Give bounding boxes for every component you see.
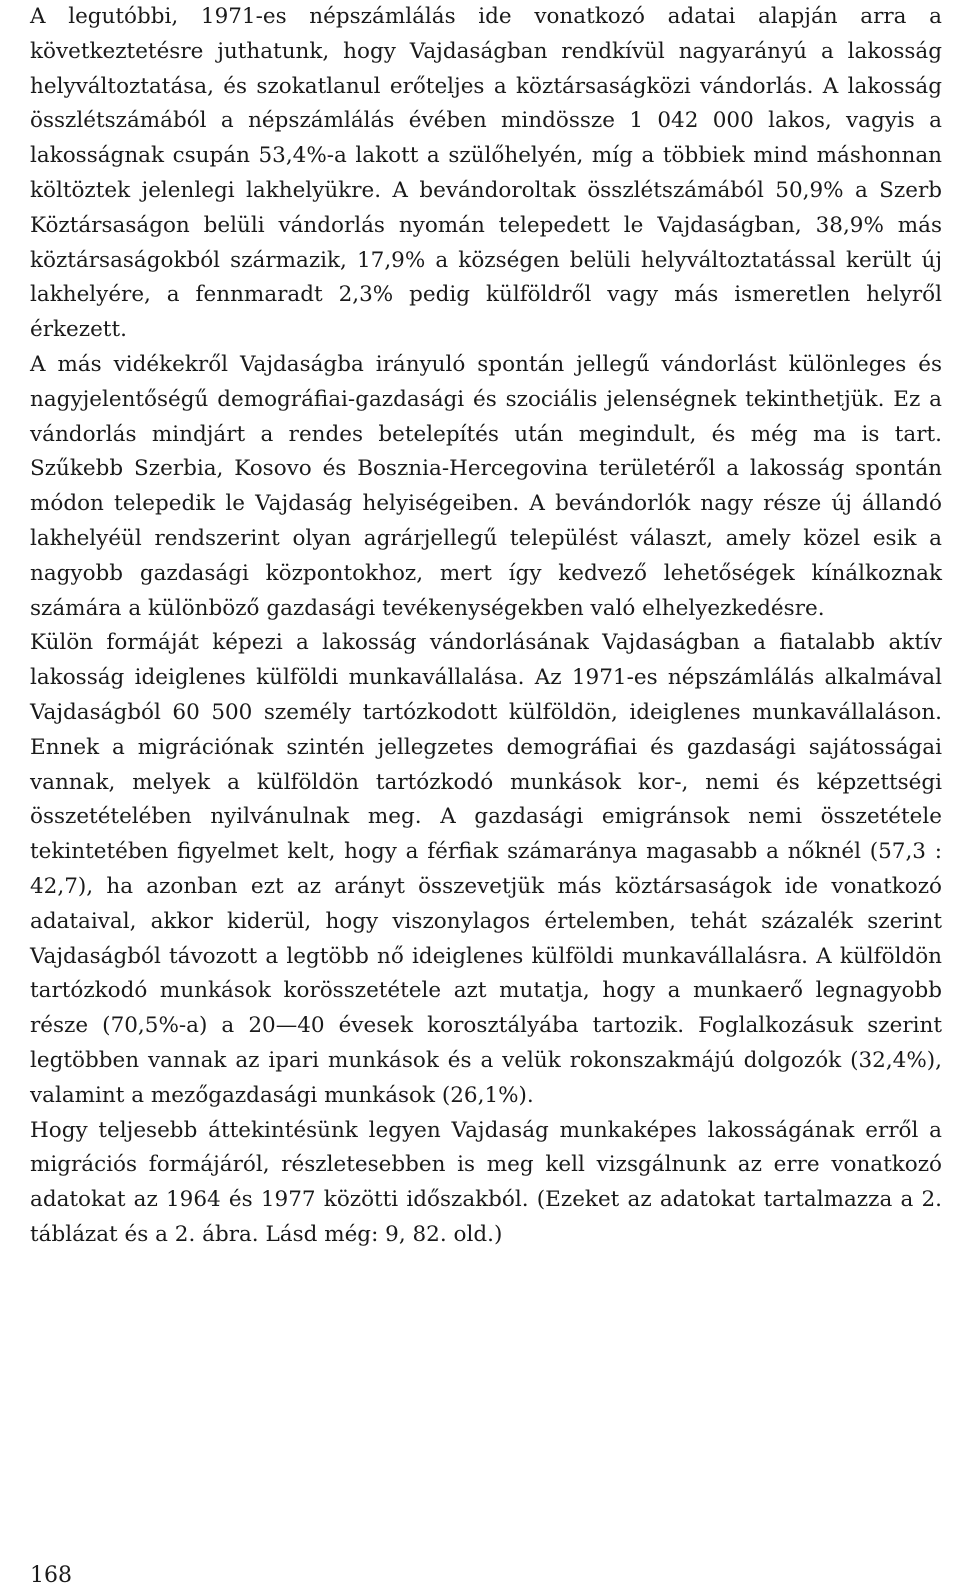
- paragraph-overview: Hogy teljesebb áttekintésünk legyen Vajdaság munkaképes lakosságának erről a migrációs formájáról, részletesebben is meg kell vizsgálnunk az erre vonatkozó adatokat az 1964 és 1977 közötti időszakból. (Ezeket az adatokat tartalmazza a 2. táblázat és a 2. ábra. Lásd még: 9, 82. old.): [30, 1117, 942, 1247]
- paragraph-spontaneous-migration: A más vidékekről Vajdaságba irányuló spontán jellegű vándorlást különleges és nagyjelentőségű demográfiai-gazdasági és szociális jelenségnek tekinthetjük. Ez a vándorlás mindjárt a rendes betelepítés után megindult, és még ma is tart. Szűkebb Szerbia, Kosovo és Bosznia-Hercegovina területéről a lakosság spontán módon telepedik le Vajdaság helyiségeiben. A bevándorlók nagy része új állandó lakhelyéül rendszerint olyan agrárjellegű települést választ, amely közel esik a nagyobb gazdasági központokhoz, mert így kedvező lehetőségek kínálkoznak számára a különböző gazdasági tevékenységekben való elhelyezkedésre.: [30, 351, 942, 621]
- body-text: [30, 0, 942, 1253]
- document-page: [30, 0, 942, 1596]
- paragraph-census-migration: A legutóbbi, 1971-es népszámlálás ide vonatkozó adatai alapján arra a következtetésre juthatunk, hogy Vajdaságban rendkívül nagyarányú a lakosság helyváltoztatása, és szokatlanul erőteljes a köztársaságközi vándorlás. A lakosság összlétszámából a népszámlálás évében mindössze 1 042 000 lakos, vagyis a lakosságnak csupán 53,4%-a lakott a szülőhelyén, míg a többiek mind máshonnan költöztek jelenlegi lakhelyükre. A bevándoroltak összlétszámából 50,9% a Szerb Köztársaságon belüli vándorlás nyomán telepedett le Vajdaságban, 38,9% más köztársaságokból származik, 17,9% a községen belüli helyváltoztatással került új lakhelyére, a fennmaradt 2,3% pedig külföldről vagy más ismeretlen helyről érkezett.: [30, 4, 942, 343]
- page-number: 168: [30, 1563, 72, 1588]
- paragraph-foreign-employment: Külön formáját képezi a lakosság vándorlásának Vajdaságban a fiatalabb aktív lakosság ideiglenes külföldi munkavállalása. Az 1971-es népszámlálás alkalmával Vajdaságból 60 500 személy tartózkodott külföldön, ideiglenes munkavállaláson. Ennek a migrációnak szintén jellegzetes demográfiai és gazdasági sajátosságai vannak, melyek a külföldön tartózkodó munkások kor-, nemi és képzettségi összetételében nyilvánulnak meg. A gazdasági emigránsok nemi összetétele tekintetében figyelmet kelt, hogy a férfiak számaránya magasabb a nőknél (57,3 : 42,7), ha azonban ezt az arányt összevetjük más köztársaságok ide vonatkozó adataival, akkor kiderül, hogy viszonylagos értelemben, tehát százalék szerint Vajdaságból távozott a legtöbb nő ideiglenes külföldi munkavállalásra. A külföldön tartózkodó munkások korösszetétele azt mutatja, hogy a munkaerő legnagyobb része (70,5%-a) a 20—40 évesek korosztályába tartozik. Foglalkozásuk szerint legtöbben vannak az ipari munkások és a velük rokonszakmájú dolgozók (32,4%), valamint a mezőgazdasági munkások (26,1%).: [30, 630, 942, 1108]
